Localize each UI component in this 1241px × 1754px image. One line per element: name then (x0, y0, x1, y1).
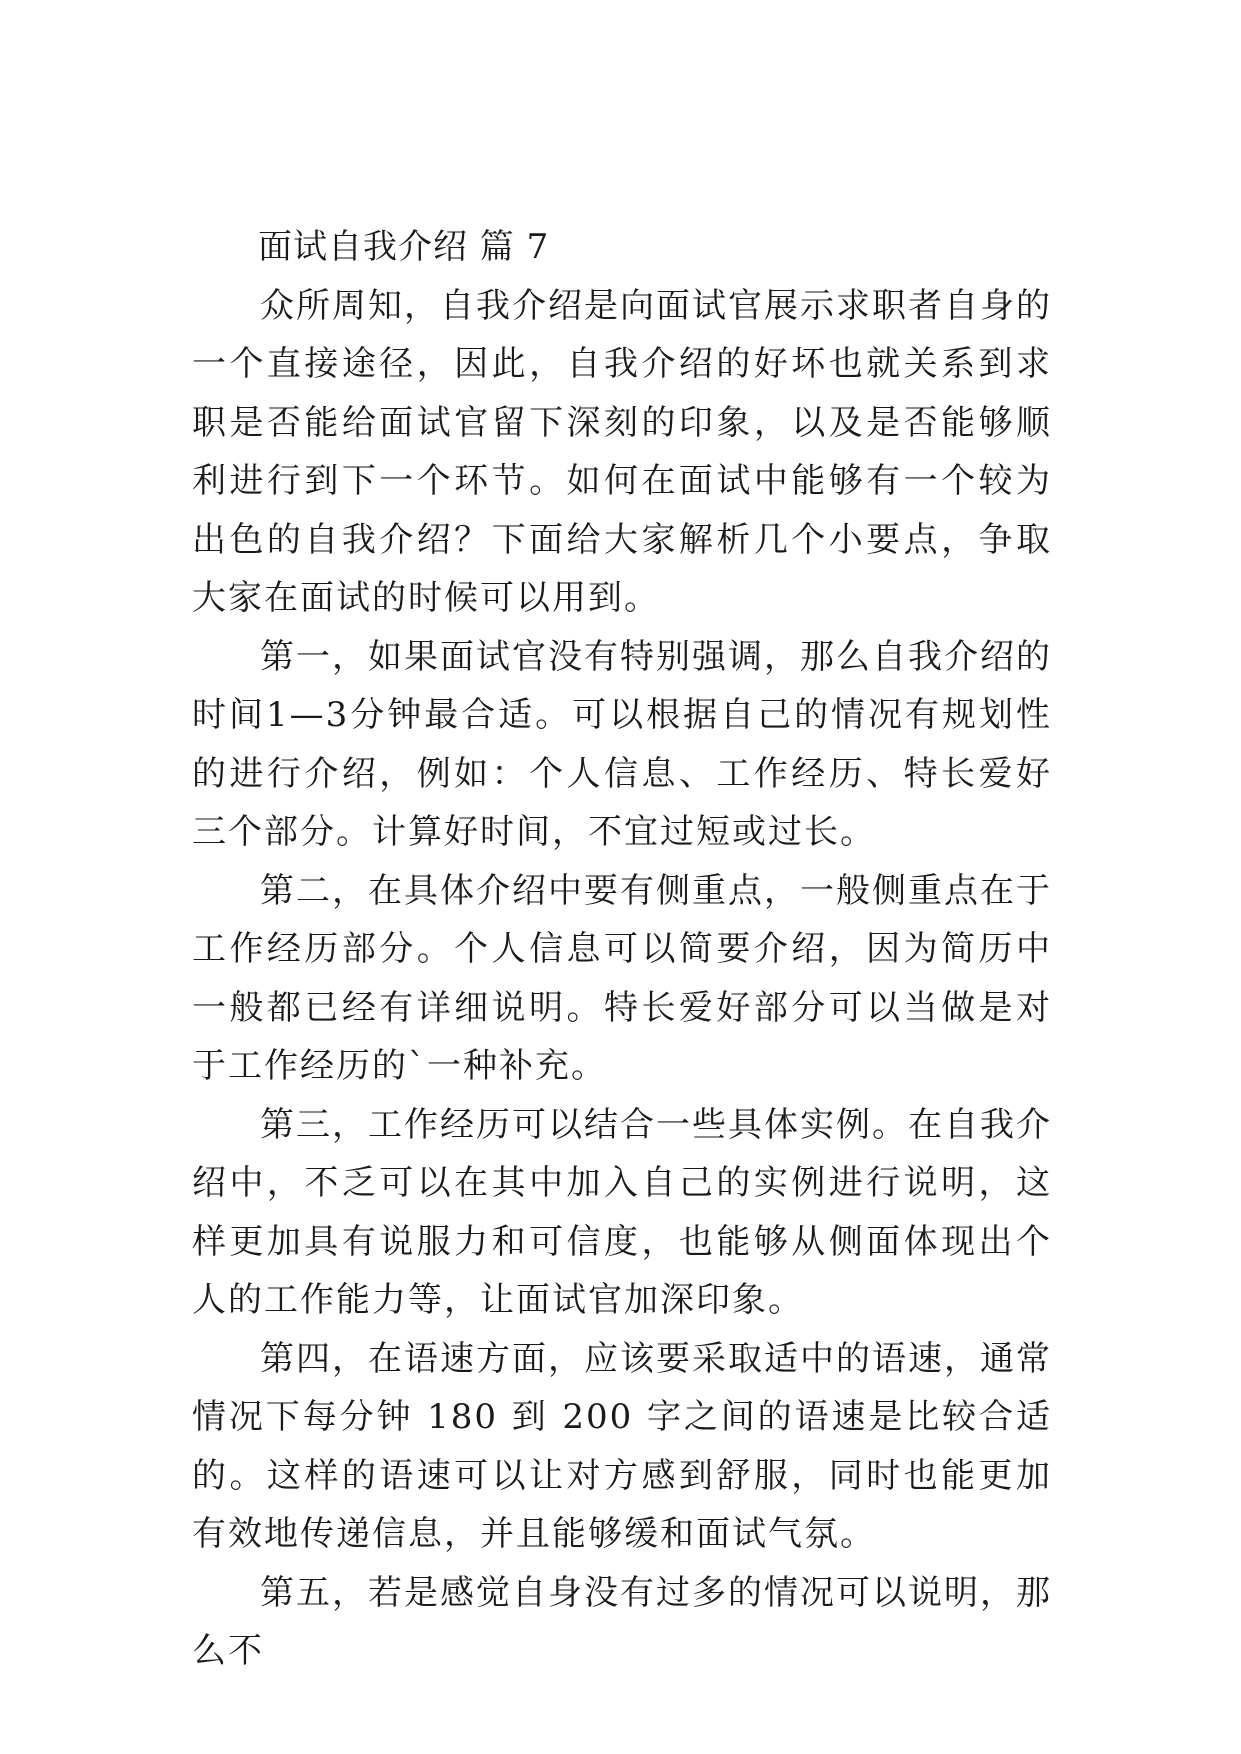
paragraph-point-2: 第二，在具体介绍中要有侧重点，一般侧重点在于工作经历部分。个人信息可以简要介绍，因为简历中一般都已经有详细说明。特长爱好部分可以当做是对于工作经历的`一种补充。 (192, 870, 1052, 1086)
document-body (192, 218, 1052, 1681)
paragraph-point-3: 第三，工作经历可以结合一些具体实例。在自我介绍中，不乏可以在其中加入自己的实例进行说明，这样更加具有说服力和可信度，也能够从侧面体现出个人的工作能力等，让面试官加深印象。 (192, 1104, 1052, 1320)
paragraph-point-5: 第五，若是感觉自身没有过多的情况可以说明，那么不 (192, 1572, 1052, 1671)
section-heading: 面试自我介绍 篇 7 (258, 227, 550, 267)
paragraph-point-4: 第四，在语速方面，应该要采取适中的语速，通常情况下每分钟 180 到 200 字之间的语速是比较合适的。这样的语速可以让对方感到舒服，同时也能更加有效地传递信息，并且能够缓和面试气氛。 (192, 1338, 1052, 1554)
paragraph-intro: 众所周知，自我介绍是向面试官展示求职者自身的一个直接途径，因此，自我介绍的好坏也就关系到求职是否能给面试官留下深刻的印象，以及是否能够顺利进行到下一个环节。如何在面试中能够有一个较为出色的自我介绍？下面给大家解析几个小要点，争取大家在面试的时候可以用到。 (192, 285, 1052, 618)
paragraph-point-1: 第一，如果面试官没有特别强调，那么自我介绍的时间1—3分钟最合适。可以根据自己的情况有规划性的进行介绍，例如：个人信息、工作经历、特长爱好三个部分。计算好时间，不宜过短或过长。 (192, 636, 1052, 852)
